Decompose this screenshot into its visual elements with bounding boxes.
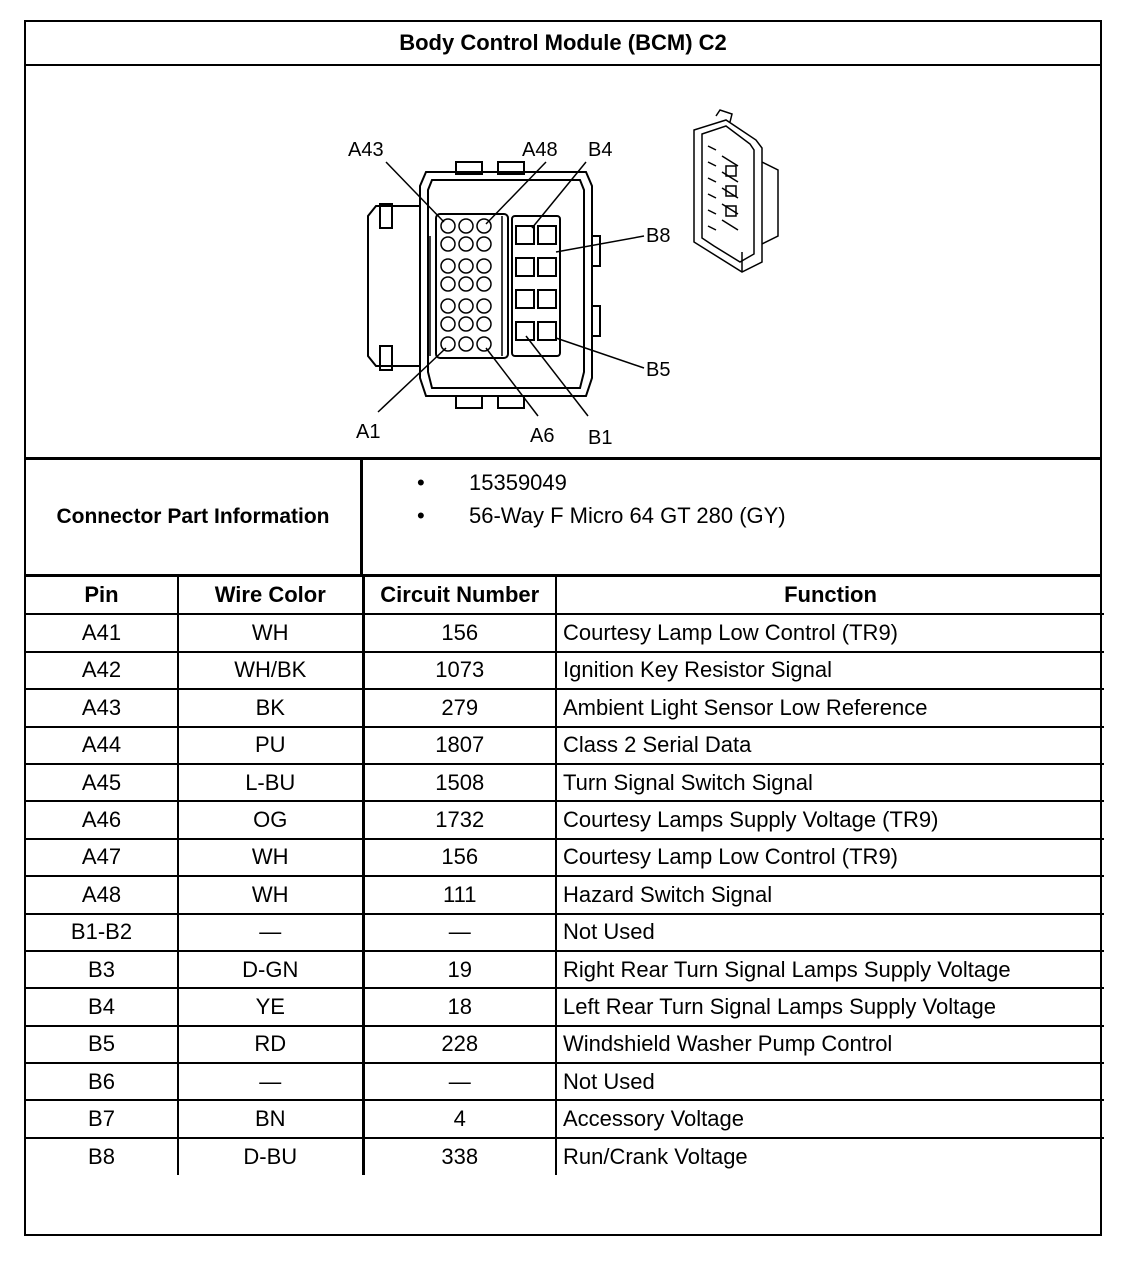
circuit-number-cell: 279: [363, 689, 556, 726]
table-row: [26, 1026, 1104, 1063]
label-a48: A48: [522, 139, 558, 161]
connector-description: 56-Way F Micro 64 GT 280 (GY): [469, 503, 786, 528]
pin-cell: B4: [26, 988, 178, 1025]
function-cell: Accessory Voltage: [556, 1100, 1104, 1137]
function-cell: Ignition Key Resistor Signal: [556, 652, 1104, 689]
function-cell: Ambient Light Sensor Low Reference: [556, 689, 1104, 726]
table-row: [26, 727, 1104, 764]
label-b1: B1: [588, 427, 613, 449]
bottom-latch-left: [456, 396, 482, 408]
table-row: [26, 988, 1104, 1025]
connector-face-drawing: [26, 66, 1100, 460]
circuit-number-cell: 4: [363, 1100, 556, 1137]
circuit-number-cell: 156: [363, 614, 556, 651]
table-row: [26, 689, 1104, 726]
header-function: Function: [556, 577, 1104, 614]
function-cell: Courtesy Lamps Supply Voltage (TR9): [556, 801, 1104, 838]
header-circuit-number: Circuit Number: [363, 577, 556, 614]
function-cell: Class 2 Serial Data: [556, 727, 1104, 764]
circuit-number-cell: 111: [363, 876, 556, 913]
pin-cell: A48: [26, 876, 178, 913]
circuit-number-cell: 156: [363, 839, 556, 876]
wire-color-cell: BN: [178, 1100, 363, 1137]
table-row: [26, 801, 1104, 838]
table-row: [26, 614, 1104, 651]
left-clip: [368, 206, 420, 366]
leader-b5: [556, 338, 644, 368]
wire-color-cell: WH: [178, 876, 363, 913]
function-cell: Courtesy Lamp Low Control (TR9): [556, 839, 1104, 876]
circuit-number-cell: 1073: [363, 652, 556, 689]
a-terminal-column-1: [441, 219, 455, 351]
header-wire-color: Wire Color: [178, 577, 363, 614]
circuit-number-cell: 1732: [363, 801, 556, 838]
function-cell: Run/Crank Voltage: [556, 1138, 1104, 1175]
wire-color-cell: D-BU: [178, 1138, 363, 1175]
wire-color-cell: —: [178, 914, 363, 951]
leader-a1: [378, 348, 446, 412]
pin-cell: B1-B2: [26, 914, 178, 951]
b-terminal-grid: [516, 226, 556, 340]
pin-cell: A44: [26, 727, 178, 764]
function-cell: Windshield Washer Pump Control: [556, 1026, 1104, 1063]
circuit-number-cell: —: [363, 914, 556, 951]
function-cell: Hazard Switch Signal: [556, 876, 1104, 913]
pin-cell: A46: [26, 801, 178, 838]
pin-table: [26, 577, 1104, 1175]
table-row: [26, 914, 1104, 951]
left-clip-tab-top: [380, 204, 392, 228]
circuit-number-cell: 18: [363, 988, 556, 1025]
table-row: [26, 1063, 1104, 1100]
label-b8: B8: [646, 225, 671, 247]
function-cell: Not Used: [556, 914, 1104, 951]
table-row: [26, 764, 1104, 801]
circuit-number-cell: 19: [363, 951, 556, 988]
label-b5: B5: [646, 359, 671, 381]
table-row: [26, 839, 1104, 876]
pin-cell: B6: [26, 1063, 178, 1100]
pin-cell: A43: [26, 689, 178, 726]
connector-part-info-list: [363, 460, 1100, 574]
function-cell: Not Used: [556, 1063, 1104, 1100]
wire-color-cell: —: [178, 1063, 363, 1100]
wire-color-cell: WH: [178, 839, 363, 876]
circuit-number-cell: 1508: [363, 764, 556, 801]
pin-cell: B5: [26, 1026, 178, 1063]
pin-cell: A45: [26, 764, 178, 801]
right-tab-top: [592, 236, 600, 266]
page-title: Body Control Module (BCM) C2: [26, 22, 1100, 66]
wire-color-cell: BK: [178, 689, 363, 726]
connector-part-info-label: Connector Part Information: [26, 460, 363, 574]
connector-part-info: [26, 460, 1100, 577]
pin-cell: A41: [26, 614, 178, 651]
a-terminal-column-2: [459, 219, 473, 351]
pin-cell: A42: [26, 652, 178, 689]
circuit-number-cell: —: [363, 1063, 556, 1100]
label-a6: A6: [530, 425, 555, 447]
leader-b1: [526, 336, 588, 416]
bottom-latch-right: [498, 396, 524, 408]
right-tab-bottom: [592, 306, 600, 336]
wire-color-cell: WH: [178, 614, 363, 651]
pin-table-header: [26, 577, 1104, 614]
function-cell: Right Rear Turn Signal Lamps Supply Voltage: [556, 951, 1104, 988]
circuit-number-cell: 1807: [363, 727, 556, 764]
function-cell: Turn Signal Switch Signal: [556, 764, 1104, 801]
bullet-icon: •: [417, 503, 425, 528]
function-cell: Courtesy Lamp Low Control (TR9): [556, 614, 1104, 651]
wire-color-cell: YE: [178, 988, 363, 1025]
connector-sheet: [24, 20, 1102, 1236]
wire-color-cell: PU: [178, 727, 363, 764]
pin-cell: A47: [26, 839, 178, 876]
leader-a6: [486, 348, 538, 416]
label-a43: A43: [348, 139, 384, 161]
b-cavity-block: [512, 216, 560, 356]
wire-color-cell: RD: [178, 1026, 363, 1063]
label-b4: B4: [588, 139, 613, 161]
a-terminal-column-3: [477, 219, 491, 351]
a-terminal-grid: [430, 216, 502, 356]
wire-color-cell: OG: [178, 801, 363, 838]
pin-cell: B8: [26, 1138, 178, 1175]
pin-cell: B7: [26, 1100, 178, 1137]
part-number: 15359049: [469, 470, 567, 495]
wire-color-cell: WH/BK: [178, 652, 363, 689]
function-cell: Left Rear Turn Signal Lamps Supply Voltage: [556, 988, 1104, 1025]
table-row: [26, 652, 1104, 689]
circuit-number-cell: 228: [363, 1026, 556, 1063]
table-row: [26, 951, 1104, 988]
wire-color-cell: D-GN: [178, 951, 363, 988]
connector-3d-icon: [694, 110, 778, 272]
pin-cell: B3: [26, 951, 178, 988]
table-row: [26, 1100, 1104, 1137]
table-row: [26, 1138, 1104, 1175]
header-pin: Pin: [26, 577, 178, 614]
table-row: [26, 876, 1104, 913]
connector-housing-outline: [420, 172, 592, 396]
label-a1: A1: [356, 421, 381, 443]
circuit-number-cell: 338: [363, 1138, 556, 1175]
connector-diagram: [26, 66, 1100, 460]
pin-labels: [348, 139, 670, 449]
bullet-icon: •: [417, 470, 425, 495]
wire-color-cell: L-BU: [178, 764, 363, 801]
